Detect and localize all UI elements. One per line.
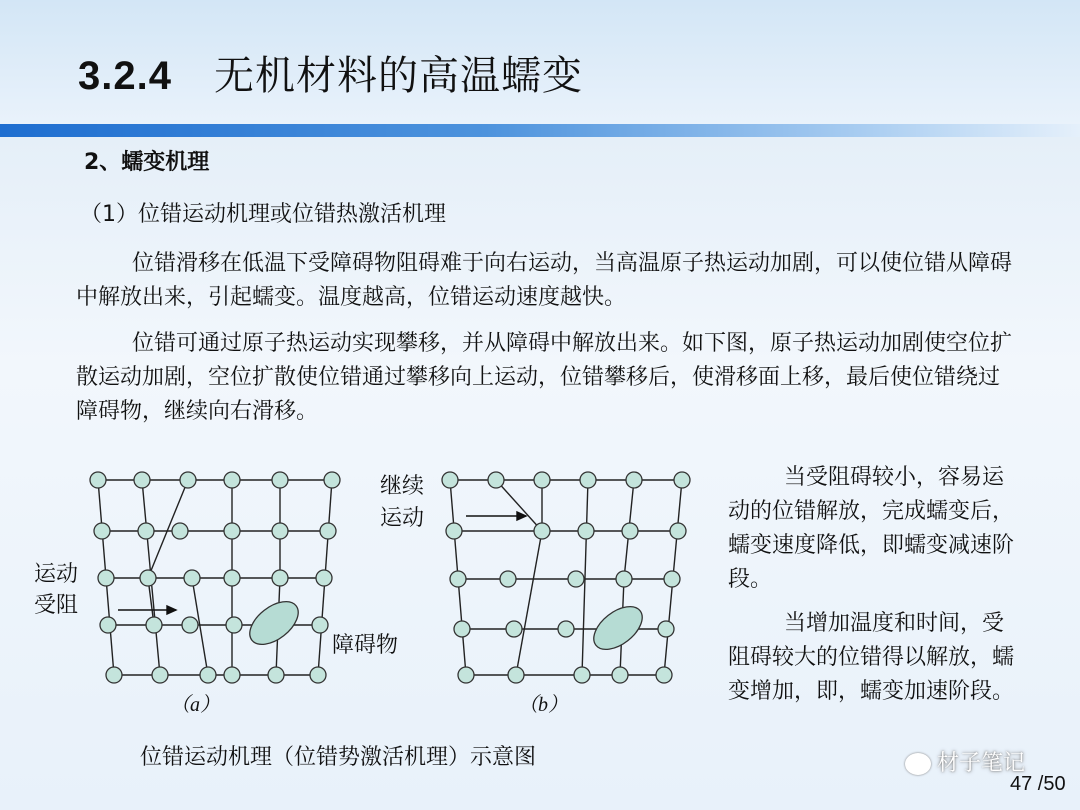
subsection-heading: （1）位错运动机理或位错热激活机理 — [80, 202, 446, 227]
watermark — [905, 746, 1025, 777]
section-number: 3.2.4 — [78, 54, 172, 98]
lattice-a — [98, 480, 332, 675]
header-accent-bar — [0, 124, 1080, 137]
obstacle-a — [242, 593, 306, 653]
wechat-icon — [905, 753, 931, 775]
slide-title — [78, 44, 583, 101]
label-motion-line1: 运动 — [34, 562, 79, 587]
paragraph-2: 位错可通过原子热运动实现攀移，并从障碍中解放出来。如下图，原子热运动加剧使空位扩散运动加剧，空位扩散使位错通过攀移向上运动，位错攀移后，使滑移面上移，最后使位错绕过障碍物，继续向右滑移。 — [76, 331, 1013, 424]
label-obstacle: 障碍物 — [332, 633, 399, 658]
watermark-text: 材子笔记 — [937, 751, 1026, 776]
obstacle-b — [586, 598, 650, 658]
title-text: 无机材料的高温蠕变 — [213, 53, 583, 99]
label-continue-line1: 继续 — [380, 474, 425, 499]
arrow-b — [466, 512, 526, 520]
label-motion-line2: 受阻 — [34, 593, 79, 618]
slide-header — [0, 0, 1080, 124]
lattice-b — [450, 480, 682, 675]
dislocation-diagram — [30, 455, 710, 740]
label-continue-line2: 运动 — [380, 506, 425, 531]
arrow-a — [118, 606, 176, 614]
atoms-b — [442, 472, 690, 683]
paragraph-1: 位错滑移在低温下受障碍物阻碍难于向右运动，当高温原子热运动加剧，可以使位错从障碍中解放出来，引起蠕变。温度越高，位错运动速度越快。 — [76, 251, 1013, 310]
side-note-2: 当增加温度和时间，受阻碍较大的位错得以解放，蠕变增加，即，蠕变加速阶段。 — [728, 611, 1015, 704]
side-note-1: 当受阻碍较小，容易运动的位错解放，完成蠕变后，蠕变速度降低，即蠕变减速阶段。 — [728, 465, 1015, 592]
page-number: 47 /50 — [1010, 773, 1066, 795]
figure-caption: 位错运动机理（位错势激活机理）示意图 — [140, 745, 537, 770]
section-heading: 2、蠕变机理 — [84, 150, 210, 175]
label-b: （b） — [518, 694, 568, 716]
label-a: （a） — [170, 694, 220, 716]
